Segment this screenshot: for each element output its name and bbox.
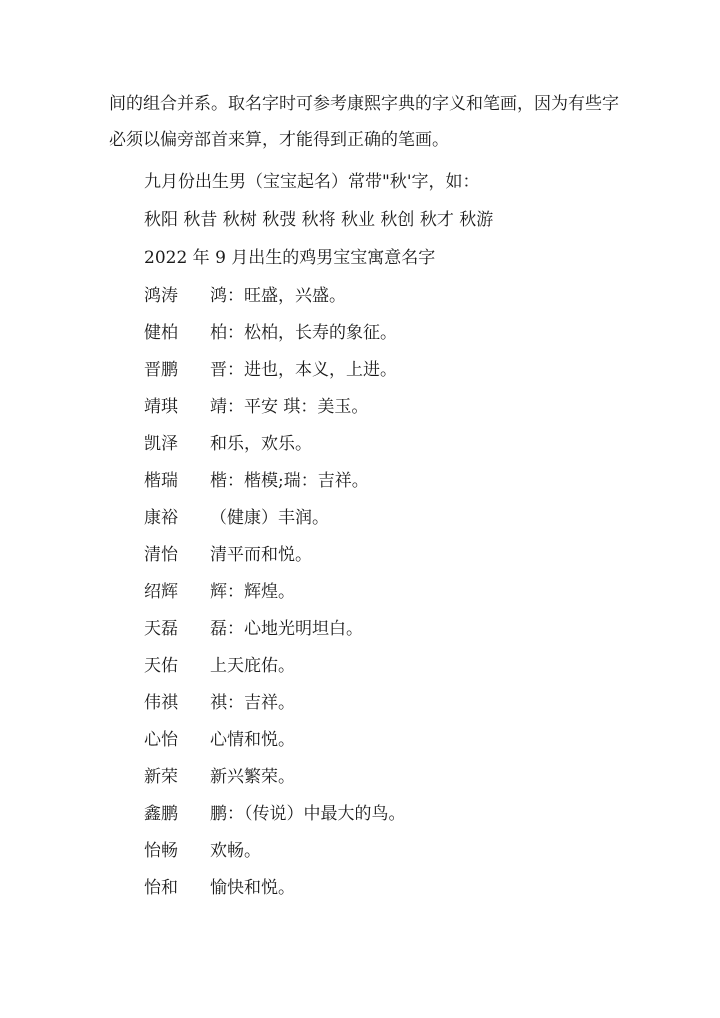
entry-name: 健柏 — [144, 323, 178, 343]
entry-name: 怡畅 — [144, 841, 178, 861]
entry-name: 新荣 — [144, 767, 178, 787]
entry-meaning: 上天庇佑。 — [210, 656, 295, 676]
entry-name: 靖琪 — [144, 397, 178, 417]
entry-meaning: 新兴繁荣。 — [210, 767, 295, 787]
entry-name: 晋鹏 — [144, 360, 178, 380]
entry-meaning: （健康）丰润。 — [210, 508, 329, 528]
list-item — [144, 471, 406, 508]
entry-meaning: 清平而和悦。 — [210, 545, 312, 565]
list-item — [144, 730, 406, 767]
list-item — [144, 767, 406, 804]
list-item — [144, 397, 406, 434]
entry-meaning: 欢畅。 — [210, 841, 261, 861]
list-item — [144, 878, 406, 915]
intro-line-1: 间的组合并系。取名字时可参考康熙字典的字义和笔画，因为有些字 — [109, 94, 619, 114]
entry-name: 楷瑞 — [144, 471, 178, 491]
list-item — [144, 804, 406, 841]
list-item — [144, 582, 406, 619]
entry-name: 清怡 — [144, 545, 178, 565]
entry-name: 怡和 — [144, 878, 178, 898]
entry-name: 绍辉 — [144, 582, 178, 602]
entry-meaning: 心情和悦。 — [210, 730, 295, 750]
list-item — [144, 841, 406, 878]
entry-meaning: 晋：进也，本义，上进。 — [210, 360, 397, 380]
entry-name: 伟祺 — [144, 693, 178, 713]
list-item — [144, 286, 406, 323]
list-item — [144, 693, 406, 730]
entry-name: 天磊 — [144, 619, 178, 639]
list-item — [144, 508, 406, 545]
entry-meaning: 祺：吉祥。 — [210, 693, 295, 713]
entry-name: 心怡 — [144, 730, 178, 750]
entry-name: 凯泽 — [144, 434, 178, 454]
entry-meaning: 和乐，欢乐。 — [210, 434, 312, 454]
entry-name: 鑫鹏 — [144, 804, 178, 824]
entry-meaning: 柏：松柏，长寿的象征。 — [210, 323, 397, 343]
entry-meaning: 楷：楷模;瑞：吉祥。 — [210, 471, 369, 491]
entry-name: 康裕 — [144, 508, 178, 528]
list-item — [144, 545, 406, 582]
name-meaning-list — [144, 286, 406, 915]
entry-name: 天佑 — [144, 656, 178, 676]
entry-meaning: 磊：心地光明坦白。 — [210, 619, 363, 639]
list-item — [144, 360, 406, 397]
list-item — [144, 323, 406, 360]
intro-line-2: 必须以偏旁部首来算，才能得到正确的笔画。 — [109, 130, 449, 150]
list-item — [144, 434, 406, 471]
section-1-heading: 九月份出生男（宝宝起名）常带"秋'字，如： — [144, 172, 480, 192]
entry-meaning: 靖：平安 琪：美玉。 — [210, 397, 369, 417]
entry-meaning: 鸿：旺盛，兴盛。 — [210, 286, 346, 306]
autumn-name-list: 秋阳 秋昔 秋树 秋弢 秋将 秋业 秋创 秋才 秋游 — [144, 210, 494, 230]
entry-meaning: 愉快和悦。 — [210, 878, 295, 898]
entry-meaning: 鹏：（传说）中最大的鸟。 — [210, 804, 406, 824]
list-item — [144, 656, 406, 693]
entry-name: 鸿涛 — [144, 286, 178, 306]
list-item — [144, 619, 406, 656]
entry-meaning: 辉：辉煌。 — [210, 582, 295, 602]
section-2-heading: 2022 年 9 月出生的鸡男宝宝寓意名字 — [144, 248, 436, 268]
